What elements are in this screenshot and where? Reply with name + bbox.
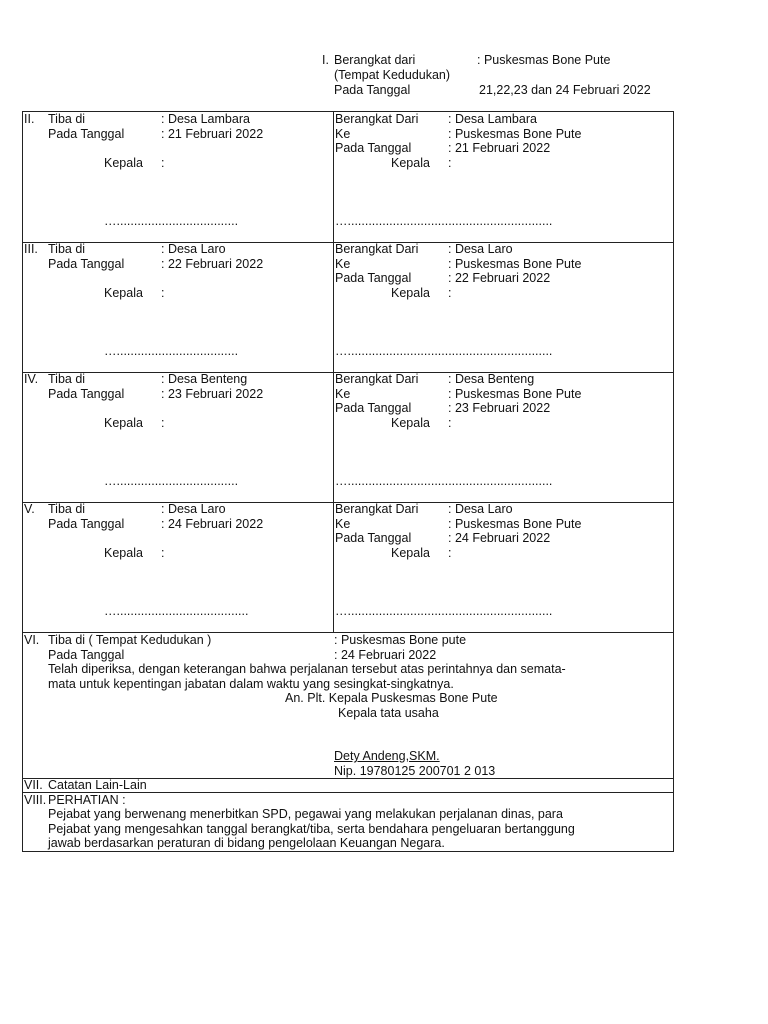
section-num: VIII. [24,793,47,807]
tiba-label: Tiba di ( Tempat Kedudukan ) [48,633,212,647]
tanggal-label: Pada Tanggal [335,271,412,285]
an-line: An. Plt. Kepala Puskesmas Bone Pute [285,691,498,705]
signature-line: …................................... [104,474,239,488]
kepala-colon: : [161,156,165,170]
statement-line: Telah diperiksa, dengan keterangan bahwa perjalanan tersebut atas perintahnya dan semata- [48,662,566,676]
perhatian-label: PERHATIAN : [48,793,126,807]
section-num: II. [24,112,35,126]
signature-line: …........................................................... [335,214,553,228]
kepala-label: Kepala [104,156,143,170]
kepala-colon: : [161,416,165,430]
tiba-value: : Desa Lambara [161,112,250,126]
tanggal-value: : 22 Februari 2022 [161,257,264,271]
tiba-label: Tiba di [48,112,86,126]
tanggal-value: : 24 Februari 2022 [448,531,551,545]
signer-nip: Nip. 19780125 200701 2 013 [334,764,496,778]
berangkat-value: : Desa Benteng [448,372,535,386]
ke-label: Ke [335,257,351,271]
berangkat-label: Berangkat Dari [335,112,419,126]
ke-label: Ke [335,517,351,531]
tanggal-label: Pada Tanggal [48,387,125,401]
perhatian-line: Pejabat yang mengesahkan tanggal berangkat/tiba, serta bendahara pengeluaran bertanggung [48,822,575,836]
kepala-colon: : [161,546,165,560]
ke-label: Ke [335,387,351,401]
ke-value: : Puskesmas Bone Pute [448,387,582,401]
kepala-label: Kepala [391,416,430,430]
kepala-colon: : [448,416,452,430]
berangkat-value: : Desa Laro [448,242,513,256]
ke-label: Ke [335,127,351,141]
kepala-label: Kepala [391,156,430,170]
signature-line: …........................................................... [335,474,553,488]
tanggal-value: : 23 Februari 2022 [448,401,551,415]
header-pada-label: Pada Tanggal [334,83,411,97]
kepala-label: Kepala [391,546,430,560]
header-num: I. [322,53,329,67]
tanggal-label: Pada Tanggal [335,141,412,155]
perhatian-line: Pejabat yang berwenang menerbitkan SPD, pegawai yang melakukan perjalanan dinas, para [48,807,563,821]
header-berangkat-label: Berangkat dari [334,53,416,67]
tanggal-label: Pada Tanggal [48,127,125,141]
header-tempat-label: (Tempat Kedudukan) [334,68,451,82]
perhatian-line: jawab berdasarkan peraturan di bidang pengelolaan Keuangan Negara. [48,836,445,850]
tanggal-value: : 21 Februari 2022 [448,141,551,155]
tanggal-value: : 24 Februari 2022 [334,648,437,662]
tanggal-value: : 21 Februari 2022 [161,127,264,141]
tanggal-value: : 24 Februari 2022 [161,517,264,531]
tanggal-label: Pada Tanggal [335,531,412,545]
header-pada-value: 21,22,23 dan 24 Februari 2022 [479,83,651,97]
berangkat-label: Berangkat Dari [335,372,419,386]
kepala-line: Kepala tata usaha [338,706,439,720]
signature-line: …................................... [104,344,239,358]
ke-value: : Puskesmas Bone Pute [448,257,582,271]
tanggal-label: Pada Tanggal [335,401,412,415]
tiba-value: : Puskesmas Bone pute [334,633,467,647]
tanggal-label: Pada Tanggal [48,257,125,271]
tiba-label: Tiba di [48,242,86,256]
tanggal-label: Pada Tanggal [48,648,125,662]
kepala-colon: : [161,286,165,300]
ke-value: : Puskesmas Bone Pute [448,127,582,141]
kepala-label: Kepala [104,546,143,560]
signature-line: …........................................................... [335,604,553,618]
section-num: VI. [24,633,40,647]
signer-name: Dety Andeng,SKM. [334,749,440,763]
tanggal-value: : 22 Februari 2022 [448,271,551,285]
kepala-label: Kepala [391,286,430,300]
kepala-colon: : [448,286,452,300]
column-divider [333,111,334,632]
catatan-label: Catatan Lain-Lain [48,778,147,792]
berangkat-label: Berangkat Dari [335,242,419,256]
section-num: V. [24,502,35,516]
signature-line: …...................................... [104,604,249,618]
signature-line: …................................... [104,214,239,228]
section-num: VII. [24,778,43,792]
berangkat-label: Berangkat Dari [335,502,419,516]
kepala-colon: : [448,156,452,170]
section-num: III. [24,242,38,256]
berangkat-value: : Desa Lambara [448,112,537,126]
berangkat-value: : Desa Laro [448,502,513,516]
section-num: IV. [24,372,39,386]
kepala-colon: : [448,546,452,560]
tiba-label: Tiba di [48,502,86,516]
ke-value: : Puskesmas Bone Pute [448,517,582,531]
tanggal-label: Pada Tanggal [48,517,125,531]
tiba-value: : Desa Laro [161,242,226,256]
tiba-value: : Desa Benteng [161,372,248,386]
kepala-label: Kepala [104,416,143,430]
statement-line: mata untuk kepentingan jabatan dalam waktu yang sesingkat-singkatnya. [48,677,454,691]
kepala-label: Kepala [104,286,143,300]
tiba-value: : Desa Laro [161,502,226,516]
signature-line: …........................................................... [335,344,553,358]
tiba-label: Tiba di [48,372,86,386]
tanggal-value: : 23 Februari 2022 [161,387,264,401]
header-berangkat-value: : Puskesmas Bone Pute [477,53,611,67]
